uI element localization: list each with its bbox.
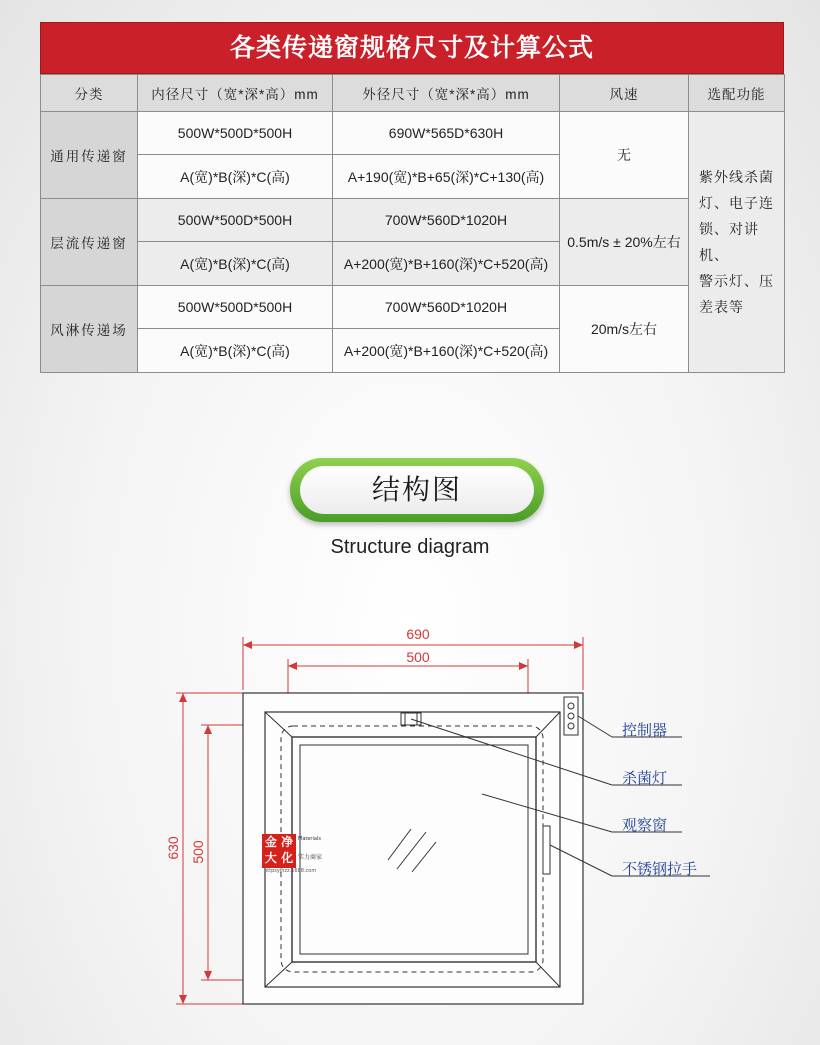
outer-size-cell: A+200(宽)*B+160(深)*C+520(高) — [333, 329, 560, 373]
inner-size-cell: A(宽)*B(深)*C(高) — [138, 242, 333, 286]
inner-size-cell: A(宽)*B(深)*C(高) — [138, 329, 333, 373]
spec-table-block — [40, 22, 784, 373]
watermark-line1: Materials — [298, 836, 321, 842]
watermark-seal: 金 净 大 化 — [262, 834, 296, 868]
options-line: 灯、电子连 — [699, 195, 774, 211]
header-options: 选配功能 — [689, 75, 785, 112]
spec-table-title: 各类传递窗规格尺寸及计算公式 — [40, 22, 784, 74]
header-outer-size: 外径尺寸（宽*深*高）mm — [333, 75, 560, 112]
dim-label-630: 630 — [165, 836, 181, 860]
wind-speed-cell: 无 — [560, 112, 689, 199]
callout-handle: 不锈钢拉手 — [622, 860, 698, 878]
structure-diagram — [0, 600, 820, 1020]
badge-title: 结构图 — [300, 466, 534, 514]
outer-size-cell: 700W*560D*1020H — [333, 286, 560, 329]
callout-controller: 控制器 — [622, 721, 668, 739]
category-cell: 风淋传递场 — [41, 286, 138, 373]
inner-size-cell: 500W*500D*500H — [138, 112, 333, 155]
dim-label-500-width: 500 — [406, 649, 430, 665]
inner-size-cell: 500W*500D*500H — [138, 199, 333, 242]
options-line: 紫外线杀菌 — [699, 169, 774, 185]
outer-size-cell: A+200(宽)*B+160(深)*C+520(高) — [333, 242, 560, 286]
header-inner-size: 内径尺寸（宽*深*高）mm — [138, 75, 333, 112]
options-line: 锁、对讲机、 — [699, 221, 759, 263]
dim-label-690: 690 — [406, 626, 430, 642]
outer-size-cell: 700W*560D*1020H — [333, 199, 560, 242]
table-header-row — [41, 75, 785, 112]
watermark-line2: 实力商家 — [298, 854, 323, 861]
section-subtitle: Structure diagram — [330, 536, 490, 558]
watermark-line3: httpsyjhzz.1688.com — [264, 868, 317, 874]
table-row — [41, 286, 785, 329]
table-row — [41, 199, 785, 242]
section-badge — [290, 458, 544, 522]
options-line: 警示灯、压 — [699, 273, 774, 289]
spec-table — [40, 74, 785, 373]
outer-size-cell: 690W*565D*630H — [333, 112, 560, 155]
callout-uv-lamp: 杀菌灯 — [622, 769, 668, 787]
category-cell: 层流传递窗 — [41, 199, 138, 286]
table-row — [41, 112, 785, 155]
handle-icon — [543, 826, 550, 874]
dim-label-500-height: 500 — [190, 840, 206, 864]
wind-speed-cell: 20m/s左右 — [560, 286, 689, 373]
outer-size-cell: A+190(宽)*B+65(深)*C+130(高) — [333, 155, 560, 199]
inner-size-cell: A(宽)*B(深)*C(高) — [138, 155, 333, 199]
callout-window: 观察窗 — [622, 816, 668, 834]
wind-speed-cell: 0.5m/s ± 20%左右 — [560, 199, 689, 286]
watermark-logo — [262, 834, 342, 874]
options-line: 差表等 — [699, 299, 744, 315]
header-wind-speed: 风速 — [560, 75, 689, 112]
category-cell: 通用传递窗 — [41, 112, 138, 199]
options-cell — [689, 112, 785, 373]
header-category: 分类 — [41, 75, 138, 112]
inner-size-cell: 500W*500D*500H — [138, 286, 333, 329]
